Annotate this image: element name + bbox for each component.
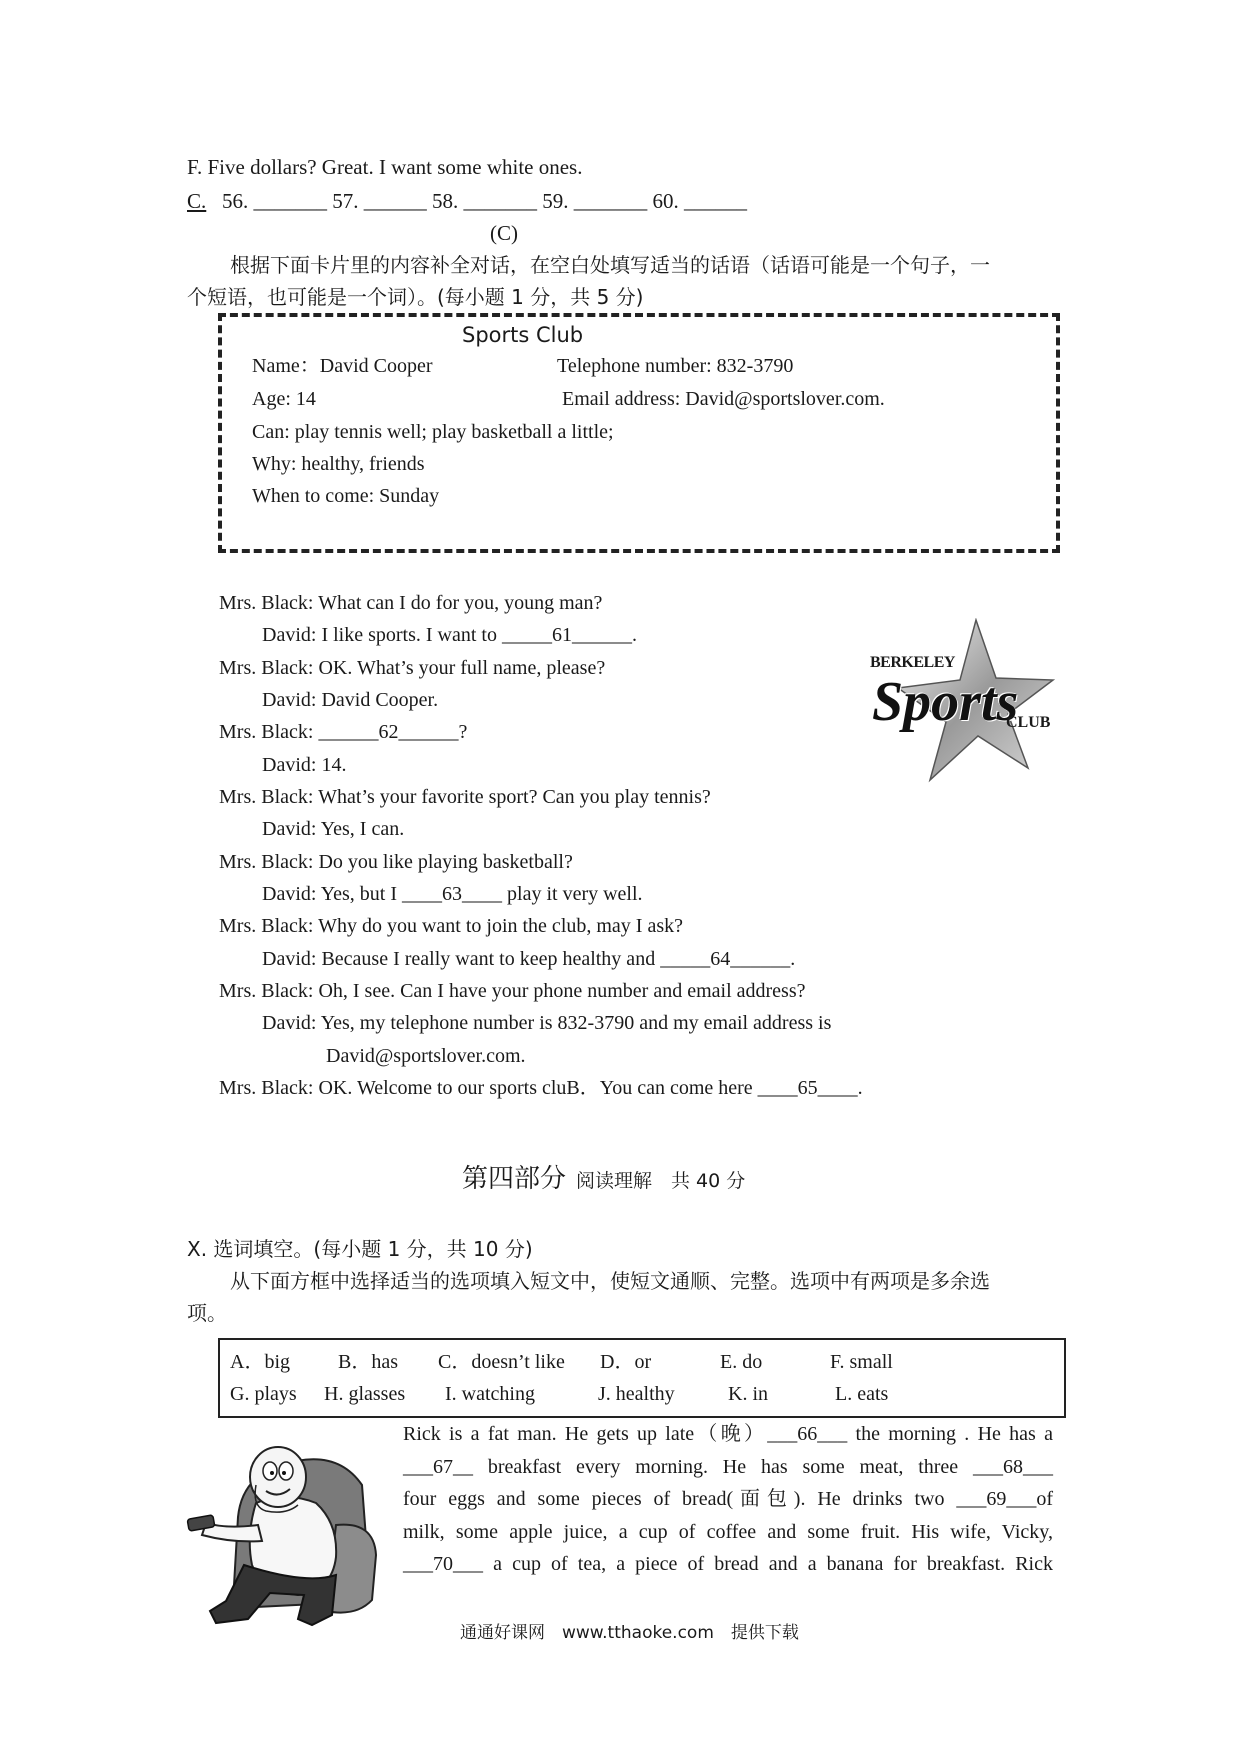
page-footer: 通通好课网 www.tthaoke.com 提供下载 (460, 1623, 799, 1643)
option-c: C．doesn’t like (438, 1351, 565, 1373)
option-i: I. watching (445, 1383, 535, 1405)
option-f: F. small (830, 1351, 893, 1373)
dialogue-line: David@sportslover.com. (326, 1045, 526, 1067)
dialogue-line: David: I like sports. I want to _____61______. (262, 624, 637, 646)
card-why: Why: healthy, friends (252, 453, 425, 475)
armchair-man-graphic (186, 1425, 391, 1630)
dialogue-line: Mrs. Black: What’s your favorite sport? Can you play tennis? (219, 786, 711, 808)
options-box (218, 1338, 1066, 1418)
card-can: Can: play tennis well; play basketball a little; (252, 421, 614, 443)
passage-line: ___67__ breakfast every morning. He has some meat, three ___68___ (403, 1455, 1053, 1478)
part4-title-sub: 阅读理解 共 40 分 (576, 1170, 746, 1192)
dialogue-line: David: Yes, I can. (262, 818, 405, 840)
option-k: K. in (728, 1383, 768, 1405)
section-c-instruction-1: 根据下面卡片里的内容补全对话，在空白处填写适当的话语（话语可能是一个句子，一 (230, 253, 990, 277)
card-telephone: Telephone number: 832-3790 (557, 355, 794, 377)
dialogue-line: David: Yes, my telephone number is 832-3790 and my email address is (262, 1012, 832, 1034)
dialogue-line: David: 14. (262, 754, 347, 776)
dialogue-line: Mrs. Black: Oh, I see. Can I have your phone number and email address? (219, 980, 806, 1002)
option-j: J. healthy (598, 1383, 675, 1405)
dialogue-line: Mrs. Black: What can I do for you, young man? (219, 592, 603, 614)
card-age: Age: 14 (252, 388, 316, 410)
card-email: Email address: David@sportslover.com. (562, 388, 885, 410)
part4-title-main: 第四部分 (462, 1164, 567, 1194)
option-e: E. do (720, 1351, 763, 1373)
answer-blanks-row (187, 187, 747, 215)
passage-line: milk, some apple juice, a cup of coffee and some fruit. His wife, Vicky, (403, 1520, 1053, 1543)
dialogue-line: Mrs. Black: ______62______? (219, 721, 468, 743)
logo-main-text: Sports (872, 671, 1019, 733)
passage-line: Rick is a fat man. He gets up late（晚）___66___ the morning . He has a (403, 1423, 1053, 1445)
passage-line: ___70___ a cup of tea, a piece of bread and a banana for breakfast. Rick (403, 1553, 1053, 1575)
option-h: H. glasses (324, 1383, 406, 1405)
card-when: When to come: Sunday (252, 485, 440, 507)
reading-passage (403, 1418, 1053, 1581)
dialogue-line: David: Because I really want to keep healthy and _____64______. (262, 948, 796, 970)
dialogue-line: Mrs. Black: Why do you want to join the club, may I ask? (219, 915, 683, 937)
logo-top-text: BERKELEY (870, 654, 955, 671)
answer-blanks: 56. _______ 57. ______ 58. _______ 59. _______ 60. ______ (222, 189, 748, 213)
section-c-label: (C) (490, 221, 518, 245)
option-d: D．or (600, 1351, 652, 1373)
option-a: A．big (230, 1351, 290, 1373)
part4-title (462, 1158, 745, 1195)
section-x-heading: X. 选词填空。(每小题 1 分，共 10 分) (187, 1237, 533, 1261)
dialogue-line: Mrs. Black: Do you like playing basketball? (219, 851, 573, 873)
logo-bottom-text: CLUB (1006, 714, 1051, 731)
sports-club-logo (868, 618, 1068, 783)
section-x-instruction-1: 从下面方框中选择适当的选项填入短文中，使短文通顺、完整。选项中有两项是多余选 (230, 1269, 990, 1293)
dialogue-line: Mrs. Black: OK. What’s your full name, please? (219, 657, 606, 679)
section-c-instruction-2: 个短语，也可能是一个词）。(每小题 1 分，共 5 分) (187, 285, 644, 309)
dialogue-line: David: David Cooper. (262, 689, 439, 711)
sports-club-card (218, 313, 1060, 553)
card-title: Sports Club (462, 323, 584, 347)
option-b: B．has (338, 1351, 398, 1373)
fat-man-illustration (186, 1425, 391, 1630)
passage-line: four eggs and some pieces of bread(面包). He drinks two ___69___of (403, 1488, 1053, 1510)
dialogue-line: David: Yes, but I ____63____ play it very well. (262, 883, 643, 905)
option-g: G. plays (230, 1383, 297, 1405)
option-f-line: F. Five dollars? Great. I want some white ones. (187, 155, 583, 179)
card-name: Name：David Cooper (252, 355, 433, 377)
answer-label: C. (187, 189, 207, 213)
section-x-instruction-2: 项。 (187, 1301, 227, 1325)
dialogue-line: Mrs. Black: OK. Welcome to our sports cluB．You can come here ____65____. (219, 1077, 863, 1099)
option-l: L. eats (835, 1383, 889, 1405)
